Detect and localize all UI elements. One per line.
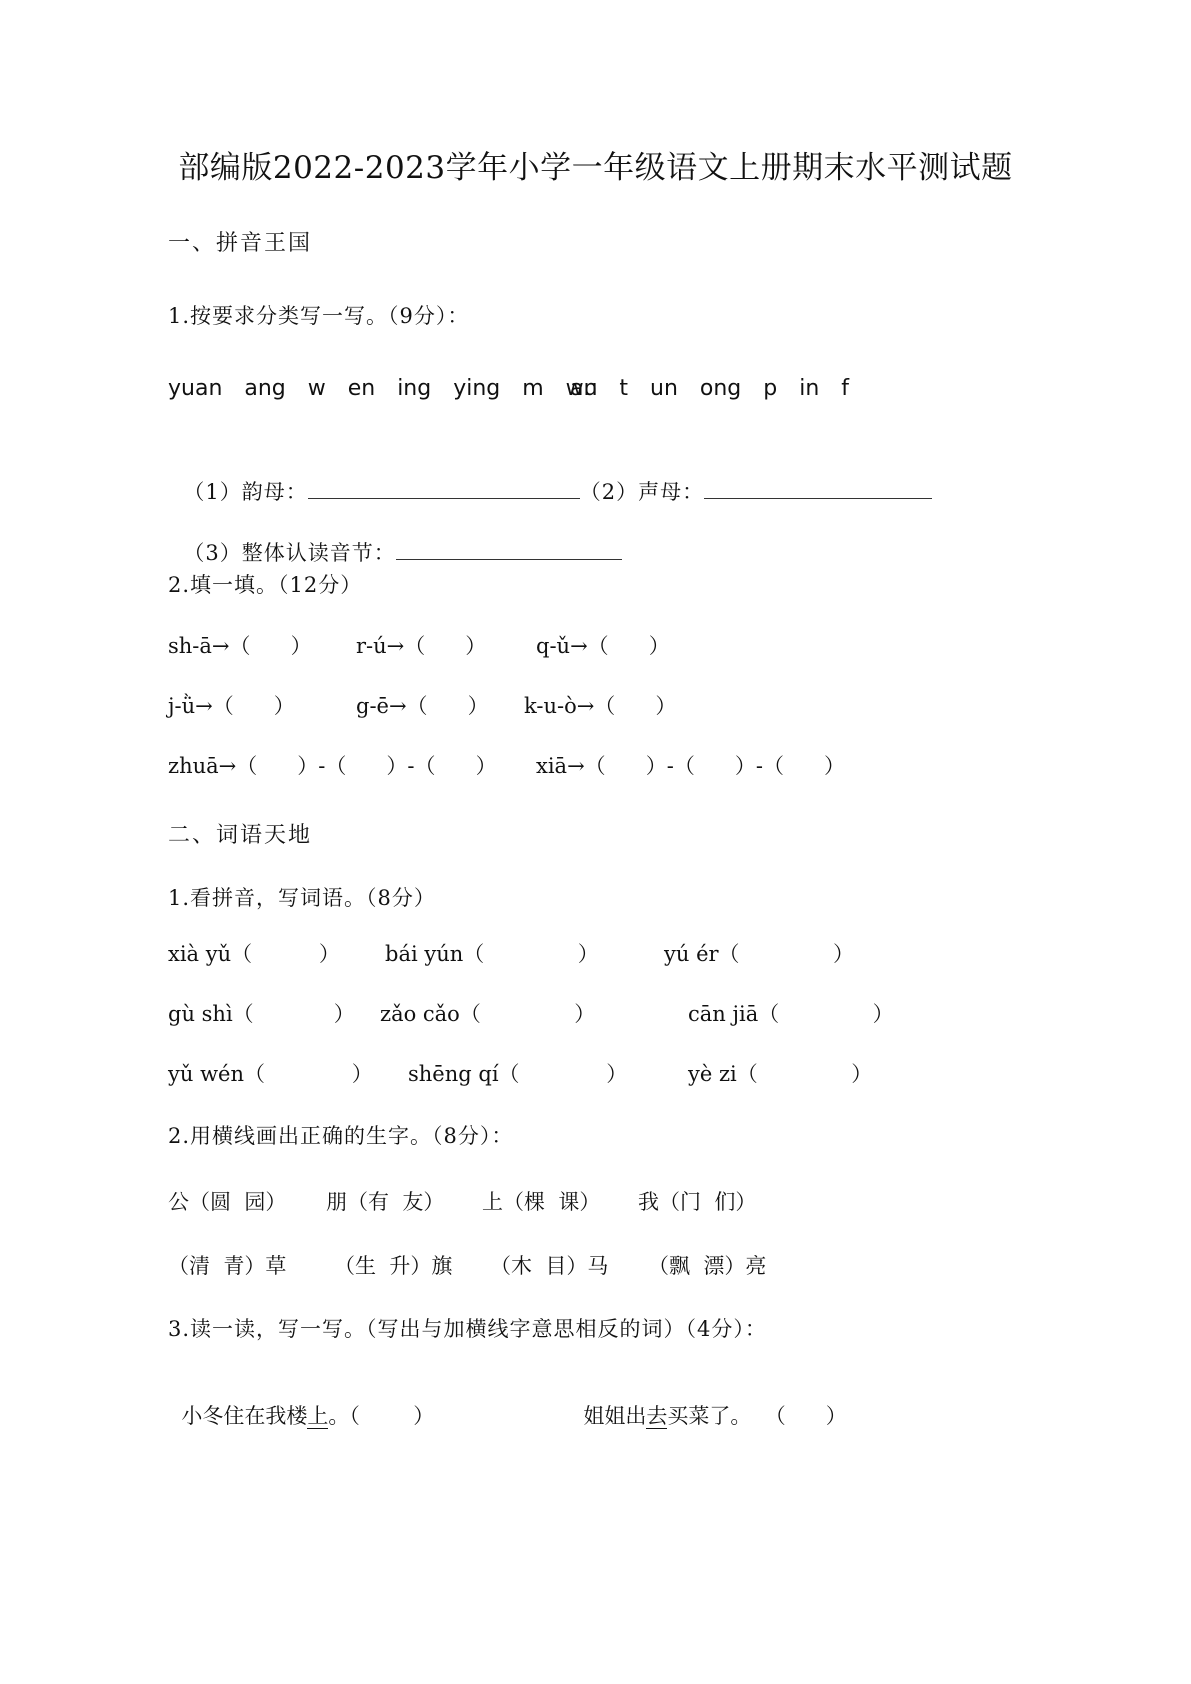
section-heading-words: 二、词语天地 [168, 823, 313, 848]
word-item: bái yún（ ） [385, 942, 599, 966]
question-label: 1.看拼音，写词语。（8分） [168, 886, 436, 910]
pinyin-letters-left: yuan ang w en ing ying m wu [168, 376, 598, 401]
word-item: yǔ wén（ ） [168, 1062, 373, 1086]
section-heading-pinyin: 一、拼音王国 [168, 231, 313, 256]
yunmu-answer-line[interactable] [308, 478, 580, 499]
antonym-sentence-2 [570, 1376, 847, 1430]
page-title: 部编版2022-2023学年小学一年级语文上册期末水平测试题 [178, 150, 1013, 186]
zhengti-answer-line[interactable] [396, 539, 622, 560]
sentence-text: 小冬住在我楼 [181, 1404, 308, 1428]
char-choice: （生 升）旗 [334, 1254, 453, 1278]
underlined-char: 去 [646, 1404, 668, 1428]
char-choice: 朋（有 友） [326, 1190, 445, 1214]
question-label: 2.用横线画出正确的生字。（8分）： [168, 1124, 514, 1148]
fill-item: r-ú→（ ） [356, 634, 487, 658]
char-choice: 我（门 们） [638, 1190, 757, 1214]
sentence-text: 姐姐出 [583, 1404, 647, 1428]
fill-item: xiā→（ ）-（ ）-（ ） [536, 754, 846, 778]
char-choice: （清 青）草 [168, 1254, 287, 1278]
fill-item: sh-ā→（ ） [168, 634, 312, 658]
question-label: 2.填一填。（12分） [168, 573, 363, 597]
char-choice: （木 目）马 [490, 1254, 609, 1278]
answer-blank: 。（ ） [328, 1404, 435, 1428]
zhengti-label: （3）整体认读音节： [183, 541, 396, 565]
word-item: shēng qí（ ） [408, 1062, 628, 1086]
word-item: yè zi（ ） [688, 1062, 873, 1086]
word-item: zǎo cǎo（ ） [380, 1002, 596, 1026]
fill-item: k-u-ò→（ ） [524, 694, 677, 718]
yunmu-label: （1）韵母： [183, 480, 308, 504]
fill-item: j-ǜ→（ ） [168, 694, 295, 718]
antonym-sentence-1 [168, 1376, 434, 1430]
question-label: 1.按要求分类写一写。（9分）： [168, 304, 470, 328]
yunmu-row [168, 452, 932, 506]
question-label: 3.读一读，写一写。（写出与加横线字意思相反的词）（4分）： [168, 1317, 767, 1341]
underlined-char: 上 [307, 1404, 329, 1428]
shengmu-answer-line[interactable] [704, 478, 932, 499]
pinyin-letters-right: an t un ong p in f [570, 376, 849, 401]
char-choice: 公（圆 园） [168, 1190, 287, 1214]
answer-blank: 买菜了。 （ ） [667, 1404, 847, 1428]
zhengti-row [168, 513, 622, 567]
char-choice: （飘 漂）亮 [648, 1254, 767, 1278]
word-item: gù shì（ ） [168, 1002, 355, 1026]
word-item: yú ér（ ） [664, 942, 854, 966]
char-choice: 上（棵 课） [482, 1190, 601, 1214]
word-item: xià yǔ（ ） [168, 942, 340, 966]
fill-item: zhuā→（ ）-（ ）-（ ） [168, 754, 497, 778]
fill-item: q-ǔ→（ ） [536, 634, 670, 658]
shengmu-label: （2）声母： [579, 480, 705, 504]
word-item: cān jiā（ ） [688, 1002, 894, 1026]
fill-item: g-ē→（ ） [356, 694, 489, 718]
